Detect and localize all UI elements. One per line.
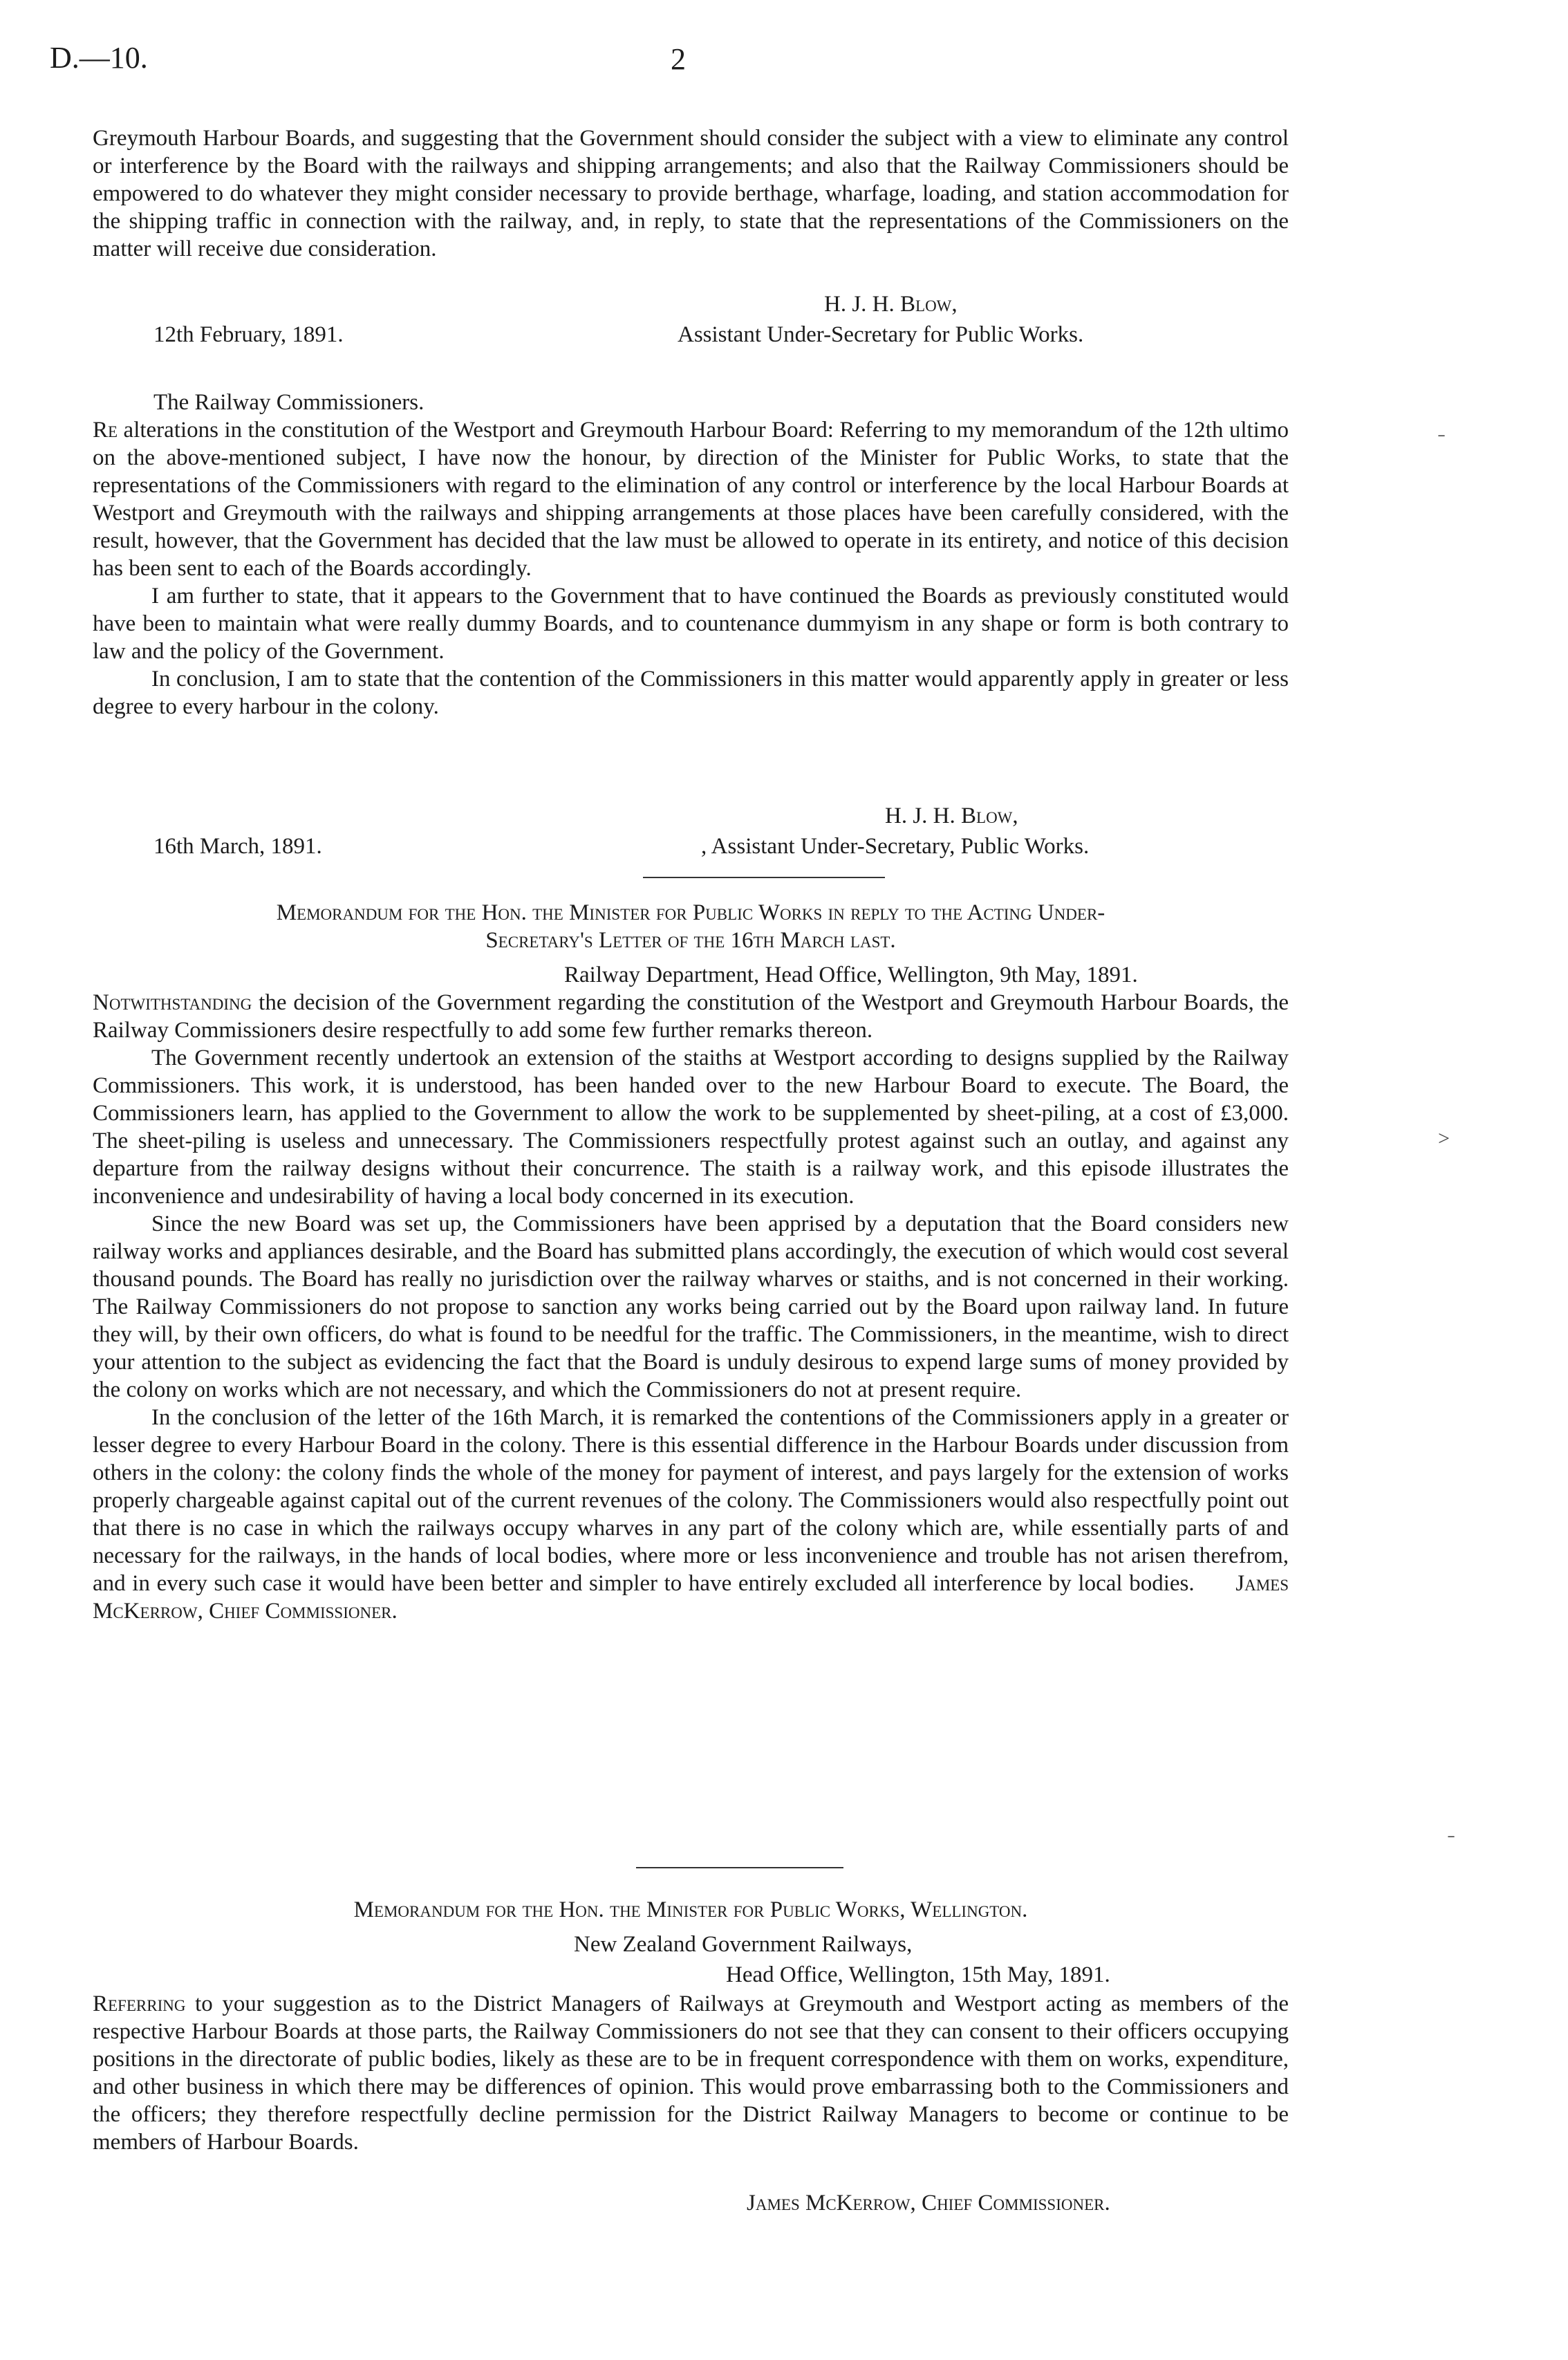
memo2-date: 16th March, 1891. [153, 834, 322, 859]
document-reference: D.—10. [50, 41, 148, 75]
memo3-paragraph-4: In the conclusion of the letter of the 16th March, it is remarked the contentions of the Commissioners apply in a greater or lesser degree to every Harbour Board in the colony. There is this essential difference in the Harbour Boards under discussion from others in the colony: the colony finds the whole of the money for payment of interest, and pays largely for the extension of works properly chargeable against capital out of the current revenues of the colony. The Commissioners would also respectfully point out that there is no case in which the railways occupy wharves in any part of the colony which are, while essentially parts of and necessary for the railways, in the hands of local bodies, where more or less inconvenience and trouble has not arisen therefrom, and in every such case it would have been better and simpler to have entirely excluded all interference by local bodies. James McKerrow, Chief Commissioner. [93, 1405, 1289, 1624]
memo2-lead: Re [93, 418, 118, 443]
memo4-address-line-2: Head Office, Wellington, 15th May, 1891. [726, 1962, 1110, 1987]
memo4-heading: Memorandum for the Hon. the Minister for Public Works, Wellington. [353, 1897, 1028, 1922]
margin-mark: ˗ [1438, 422, 1445, 445]
memo2-body [93, 416, 1289, 721]
memo3-lead: Notwithstanding [93, 990, 252, 1015]
section-divider [636, 1867, 843, 1868]
memo3-paragraph-3: Since the new Board was set up, the Commissioners have been apprised by a deputation that the Board considers new railway works and appliances desirable, and the Board has submitted plans accordingly, the execution of which would cost several thousand pounds. The Board has really no jurisdiction over the railway wharves or staiths, and is not concerned in their working. The Railway Commissioners do not propose to sanction any works being carried out by the Board upon railway land. In future they will, by their own officers, do what is found to be needful for the traffic. The Commissioners, in the meantime, wish to direct your attention to the subject as evidencing the fact that the Board is unduly desirous to expend large sums of money provided by the colony on works which are not necessary, and which the Commissioners do not at present require. [93, 1211, 1289, 1402]
memo4-address-line-1: New Zealand Government Railways, [574, 1932, 913, 1957]
margin-mark: ˗ [1448, 1823, 1455, 1846]
memo3-signature: James McKerrow, Chief Commissioner. [93, 1571, 1289, 1624]
memo2-paragraph-1: Re alterations in the constitution of the Westport and Greymouth Harbour Board: Referring to my memorandum of the 12th ultimo on the above-mentioned subject, I have now the honour, by direction of the Minister for Public Works, to state that the representations of the Commissioners with regard to the elimination of any control or interference by the local Harbour Boards at Westport and Greymouth with the railways and shipping arrangements at those places have been carefully considered, with the result, however, that the Government has decided that the law must be allowed to operate in its entirety, and notice of this decision has been sent to each of the Boards accordingly. [93, 418, 1289, 581]
memo4-paragraph-1: Referring to your suggestion as to the District Managers of Railways at Greymouth and Westport acting as members of the respective Harbour Boards at those parts, the Railway Commissioners do not see that they can consent to their officers occupying positions in the directorate of public bodies, likely as these are to be in frequent correspondence with them on works, expenditure, and other business in which there may be differences of opinion. This would prove embarrassing both to the Commissioners and the officers; they therefore respectfully decline permission for the District Railway Managers to become or continue to be members of Harbour Boards. [93, 1991, 1289, 2155]
memo1-signer: H. J. H. Blow, [824, 292, 958, 317]
memo3-heading-line-2: Secretary's Letter of the 16th March last. [485, 928, 896, 953]
memo1-date: 12th February, 1891. [153, 322, 344, 347]
margin-mark: ˃ [1438, 1127, 1450, 1150]
memo3-body [93, 989, 1289, 1625]
memo2-signer-title: , Assistant Under-Secretary, Public Works. [701, 834, 1090, 859]
memo3-paragraph-2: The Government recently undertook an extension of the staiths at Westport according to designs supplied by the Railway Commissioners. This work, it is understood, has been handed over to the new Harbour Board to execute. The Board, the Commissioners learn, has applied to the Government to allow the work to be supplemented by sheet-piling, at a cost of £3,000. The sheet-piling is useless and unnecessary. The Commissioners respectfully protest against such an outlay, and against any departure from the railway designs without their concurrence. The staith is a railway work, and this episode illustrates the inconvenience and undesirability of having a local body concerned in its execution. [93, 1046, 1289, 1209]
memo1-body [93, 124, 1289, 263]
memo2-paragraph-3: In conclusion, I am to state that the contention of the Commissioners in this matter would apparently apply in greater or less degree to every harbour in the colony. [93, 667, 1289, 719]
memo2-addressee: The Railway Commissioners. [153, 390, 424, 415]
memo3-heading-line-1: Memorandum for the Hon. the Minister for Public Works in reply to the Acting Under- [276, 900, 1105, 925]
memo1-signer-title: Assistant Under-Secretary for Public Works. [678, 322, 1084, 347]
memo4-body [93, 1990, 1289, 2156]
memo3-dateline: Railway Department, Head Office, Wellington, 9th May, 1891. [564, 963, 1138, 987]
memo2-paragraph-2: I am further to state, that it appears to the Government that to have continued the Boards as previously constituted would have been to maintain what were really dummy Boards, and to countenance dummyism in any shape or form is both contrary to law and the policy of the Government. [93, 584, 1289, 664]
memo3-paragraph-1: Notwithstanding the decision of the Government regarding the constitution of the Westport and Greymouth Harbour Boards, the Railway Commissioners desire respectfully to add some few further remarks thereon. [93, 990, 1289, 1043]
memo1-paragraph: Greymouth Harbour Boards, and suggesting that the Government should consider the subject with a view to eliminate any control or interference by the Board with the railways and shipping arrangements; and also that the Railway Commissioners should be empowered to do whatever they might consider necessary to provide berthage, wharfage, loading, and station accommodation for the shipping traffic in connection with the railway, and, in reply, to state that the representations of the Commissioners on the matter will receive due consideration. [93, 126, 1289, 261]
section-divider [643, 877, 885, 878]
memo2-signer: H. J. H. Blow, [885, 803, 1018, 828]
memo4-lead: Referring [93, 1991, 186, 2016]
page-number: 2 [671, 42, 686, 76]
memo4-signature: James McKerrow, Chief Commissioner. [747, 2191, 1110, 2215]
